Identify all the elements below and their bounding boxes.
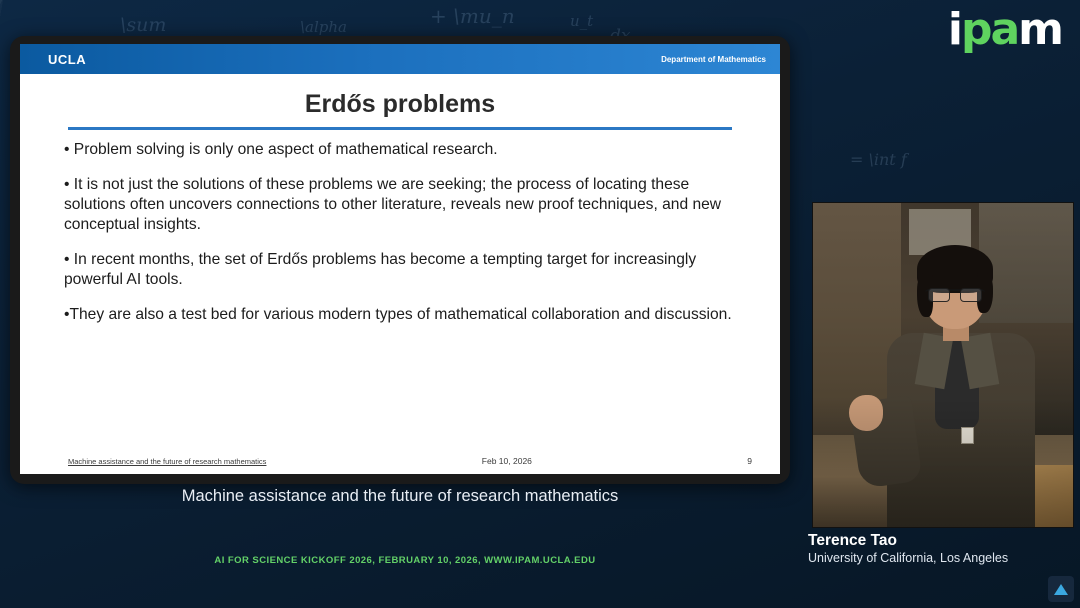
player-corner-badge[interactable] (1048, 576, 1074, 602)
background-formula: \sum (120, 14, 167, 36)
speaker-name: Terence Tao (808, 532, 898, 549)
slide-bullet: • In recent months, the set of Erdős problems has become a tempting target for increasingly powerful AI tools. (64, 250, 697, 288)
slide-header-bar (20, 44, 780, 74)
background-formula: = \int f (850, 150, 907, 169)
background-formula: u_t (570, 12, 594, 30)
speaker-info (808, 532, 1076, 565)
slide-body (20, 130, 780, 325)
slide-footer-page-number: 9 (747, 456, 752, 466)
slide-footer (20, 456, 780, 466)
slide-title: Erdős problems (304, 90, 496, 118)
slide-bullet: • Problem solving is only one aspect of mathematical research. (64, 141, 498, 158)
background-formula: + \mu_n (430, 4, 515, 28)
background-formula: \alpha (300, 18, 347, 36)
slide (20, 44, 780, 474)
slide-bullet: • It is not just the solutions of these problems we are seeking; the process of locating these solutions often uncovers connections to other literature, reveals new proof techniques, and new conceptual insights. (64, 175, 722, 233)
speaker-affiliation: University of California, Los Angeles (808, 551, 1009, 565)
speaker-video-feed[interactable] (812, 202, 1074, 528)
triangle-icon (1054, 584, 1068, 595)
ipam-logo-part-3: m (1018, 4, 1062, 55)
ipam-logo-part-1: i (947, 4, 961, 55)
ipam-logo (947, 4, 1062, 55)
slide-institution-label: UCLA (48, 51, 87, 67)
talk-title: Machine assistance and the future of research mathematics (181, 487, 619, 505)
ipam-logo-part-2: pa (960, 4, 1019, 55)
slide-department-label: Department of Mathematics (661, 54, 766, 64)
slide-footer-talk-title: Machine assistance and the future of research mathematics (68, 457, 267, 466)
slide-frame (10, 36, 790, 484)
event-banner: AI FOR SCIENCE KICKOFF 2026, FEBRUARY 10, 2026, WWW.IPAM.UCLA.EDU (214, 555, 596, 566)
video-vignette (813, 203, 1073, 527)
slide-bullet: •They are also a test bed for various modern types of mathematical collaboration and discussion. (64, 305, 732, 323)
slide-footer-date: Feb 10, 2026 (481, 456, 532, 466)
